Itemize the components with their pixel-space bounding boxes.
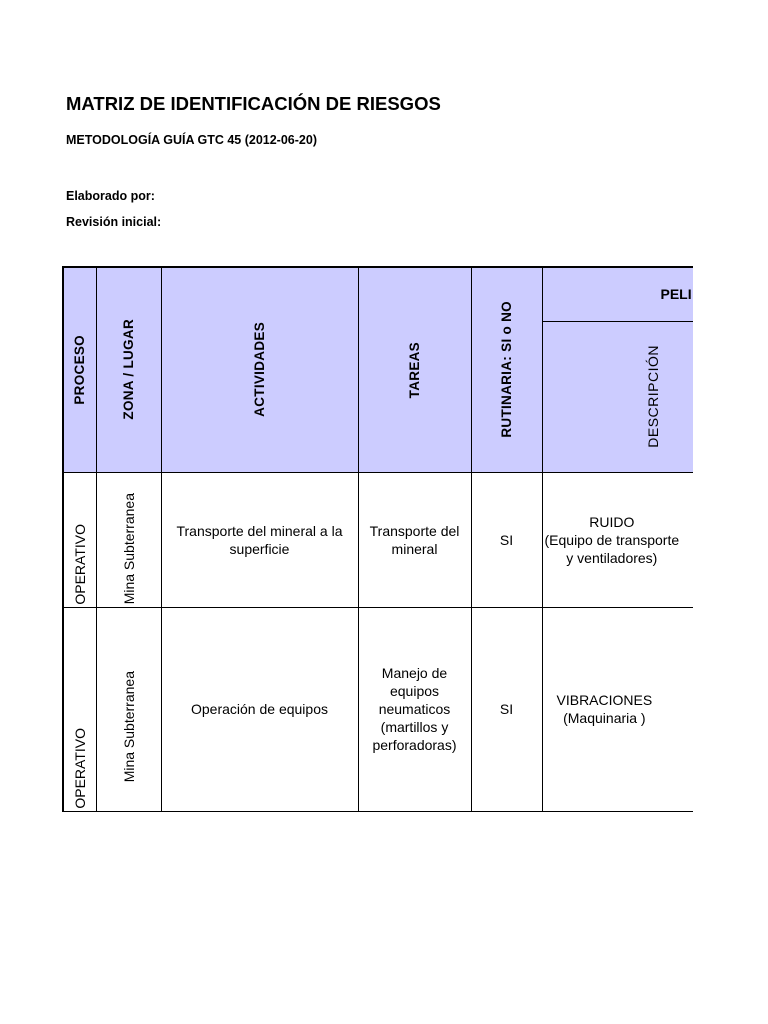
cell-actividades — [161, 472, 358, 607]
cell-zona-text: Mina Subterranea — [120, 671, 137, 783]
document-title: MATRIZ DE IDENTIFICACIÓN DE RIESGOS — [66, 93, 441, 114]
header-actividades — [161, 267, 358, 472]
header-tareas — [358, 267, 471, 472]
cell-descripcion-text: VIBRACIONES (Maquinaria ) — [556, 692, 653, 726]
cell-proceso-text: OPERATIVO — [71, 523, 88, 605]
cell-tareas-text: Manejo de equipos neumaticos (martillos y perforadoras) — [372, 665, 457, 753]
cell-descripcion — [542, 472, 693, 607]
cell-descripcion — [542, 607, 693, 811]
risk-matrix-table — [62, 266, 693, 812]
header-proceso — [63, 267, 96, 472]
document-subtitle: METODOLOGÍA GUÍA GTC 45 (2012-06-20) — [66, 133, 317, 147]
header-proceso-label: PROCESO — [71, 334, 87, 405]
cell-zona — [96, 607, 161, 811]
header-rutinaria — [471, 267, 542, 472]
header-rutinaria-label: RUTINARIA: SI o NO — [498, 301, 514, 439]
revision-inicial-label: Revisión inicial: — [66, 215, 162, 229]
cell-zona-text: Mina Subterranea — [120, 493, 137, 605]
cell-rutinaria-text: SI — [499, 531, 514, 548]
cell-rutinaria — [471, 607, 542, 811]
cell-actividades-text: Operación de equipos — [191, 701, 328, 717]
cell-tareas-text: Transporte del mineral — [369, 522, 460, 557]
header-tareas-label: TAREAS — [406, 341, 422, 398]
cell-tareas — [358, 607, 471, 811]
header-descripcion — [542, 321, 693, 472]
cell-proceso — [63, 607, 96, 811]
header-peligro-group — [542, 267, 693, 321]
table-row — [63, 607, 693, 811]
cell-rutinaria-text: SI — [499, 701, 514, 717]
header-peligro-group-label: PELI — [660, 286, 692, 303]
risk-matrix-table-viewport — [62, 266, 693, 816]
cell-zona — [96, 472, 161, 607]
cell-rutinaria — [471, 472, 542, 607]
header-zona-lugar-label: ZONA / LUGAR — [120, 319, 136, 421]
cell-actividades — [161, 607, 358, 811]
header-zona-lugar — [96, 267, 161, 472]
elaborado-por-label: Elaborado por: — [66, 189, 155, 203]
cell-proceso-text: OPERATIVO — [71, 727, 88, 809]
table-row — [63, 472, 693, 607]
cell-proceso — [63, 472, 96, 607]
cell-actividades-text: Transporte del mineral a la superficie — [176, 522, 343, 557]
cell-descripcion-text: RUIDO (Equipo de transporte y ventiladores) — [544, 513, 680, 566]
header-descripcion-label: DESCRIPCIÓN — [644, 345, 661, 448]
header-actividades-label: ACTIVIDADES — [251, 322, 267, 418]
cell-tareas — [358, 472, 471, 607]
